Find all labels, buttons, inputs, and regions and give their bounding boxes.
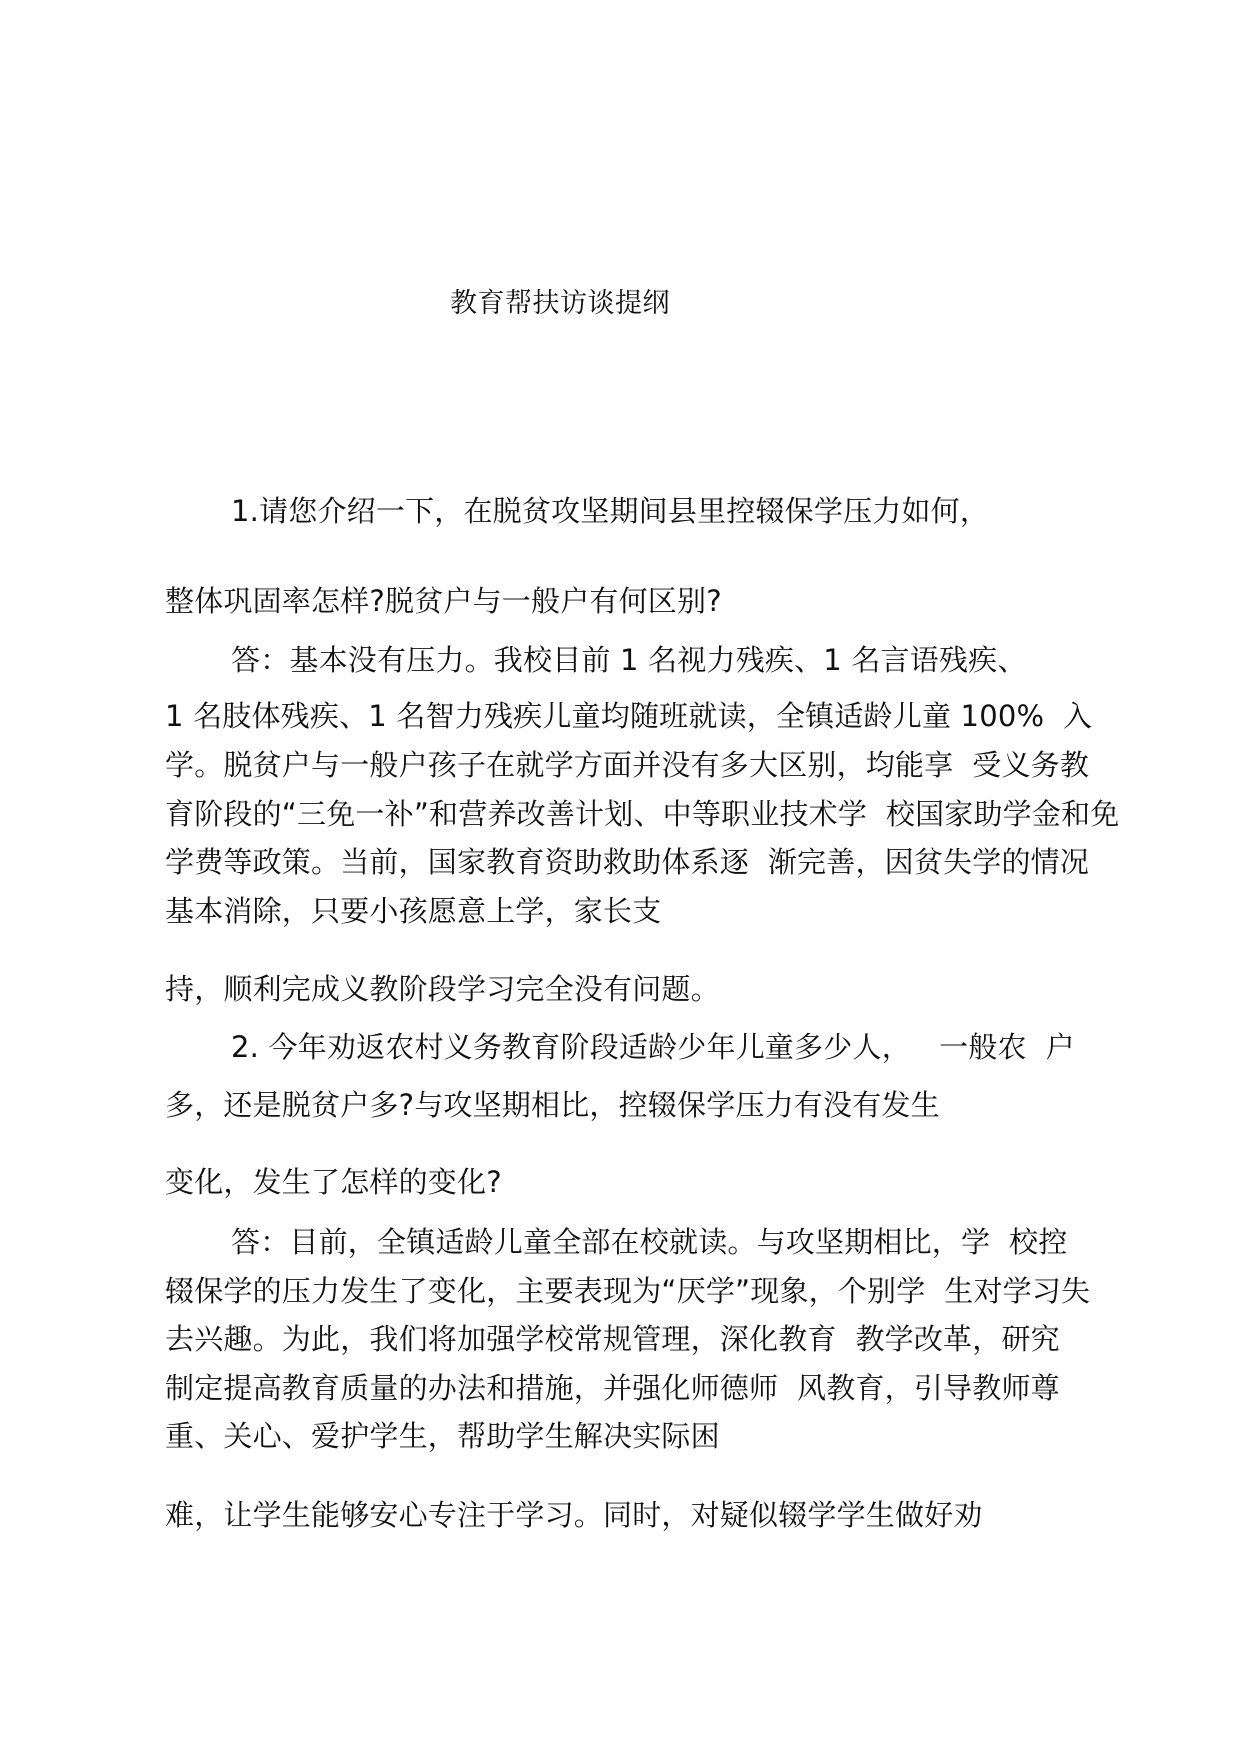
question-1-line-2: 整体巩固率怎样?脱贫户与一般户有何区别? [165, 584, 722, 618]
answer-1-line-4: 育阶段的“三免一补”和营养改善计划、中等职业技术学 校国家助学金和免 [165, 797, 1120, 831]
question-2-line-1: 2. 今年劝返农村义务教育阶段适龄少年儿童多少人， 一般农 户 [231, 1030, 1075, 1064]
document-title: 教育帮扶访谈提纲 [450, 288, 670, 319]
answer-1-line-5: 学费等政策。当前，国家教育资助救助体系逐 渐完善，因贫失学的情况 [165, 845, 1090, 879]
answer-2-line-6: 难，让学生能够安心专注于学习。同时，对疑似辍学学生做好劝 [165, 1498, 983, 1532]
answer-1-line-3: 学。脱贫户与一般户孩子在就学方面并没有多大区别，均能享 受义务教 [165, 748, 1090, 782]
answer-1-line-2: 1 名肢体残疾、1 名智力残疾儿童均随班就读，全镇适龄儿童 100% 入 [165, 699, 1093, 733]
answer-2-line-2: 辍保学的压力发生了变化，主要表现为“厌学”现象，个别学 生对学习失 [165, 1274, 1091, 1308]
question-2-line-2: 多，还是脱贫户多?与攻坚期相比，控辍保学压力有没有发生 [165, 1088, 940, 1122]
answer-2-line-3: 去兴趣。为此，我们将加强学校常规管理，深化教育 教学改革，研究 [165, 1322, 1060, 1356]
answer-2-line-5: 重、关心、爱护学生，帮助学生解决实际困 [165, 1419, 720, 1453]
answer-1-line-6: 基本消除，只要小孩愿意上学，家长支 [165, 894, 662, 928]
answer-2-line-4: 制定提高教育质量的办法和措施，并强化师德师 风教育，引导教师尊 [165, 1371, 1060, 1405]
answer-2-line-1: 答：目前，全镇适龄儿童全部在校就读。与攻坚期相比，学 校控 [231, 1225, 1068, 1259]
question-2-line-3: 变化，发生了怎样的变化? [165, 1165, 502, 1199]
answer-1-line-7: 持，顺利完成义教阶段学习完全没有问题。 [165, 972, 720, 1006]
question-1-line-1: 1.请您介绍一下，在脱贫攻坚期间县里控辍保学压力如何， [231, 494, 990, 528]
answer-1-line-1: 答：基本没有压力。我校目前 1 名视力残疾、1 名言语残疾、 [231, 643, 1027, 677]
